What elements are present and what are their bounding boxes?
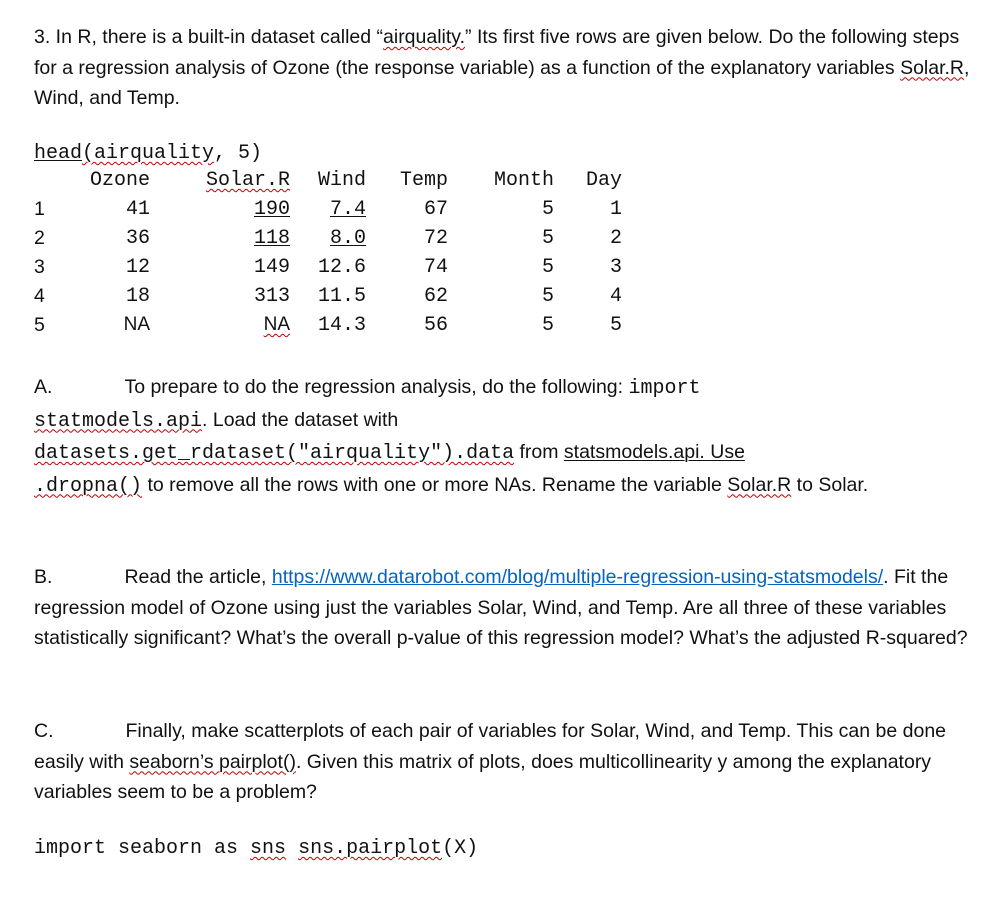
part-a-code-dataset: datasets.get_rdataset("airquality").data [34,442,515,465]
cell-temp: 56 [424,314,449,337]
part-c [34,716,984,808]
table-row [34,195,622,224]
cell-ozone: 36 [126,227,151,250]
part-b-label: B. [34,566,53,588]
cell-month: 5 [542,198,555,221]
cell-temp: 74 [424,256,449,279]
row-index: 3 [34,256,45,278]
cell-solar [150,195,290,224]
table-row [34,253,622,282]
cell-solar-text: 118 [254,227,291,250]
cell-solar [150,311,290,340]
part-a-text: To prepare to do the regression analysis, do the following: [124,376,629,398]
column-header: Ozone [90,169,151,192]
part-c-paragraph [34,716,984,808]
cell-wind: 11.5 [318,285,367,308]
cell-temp: 62 [424,285,449,308]
table-header-row [34,166,622,195]
row-index: 1 [34,198,45,220]
table-row [34,282,622,311]
cell-day: 3 [610,256,623,279]
cell-wind: 14.3 [318,314,367,337]
cell-ozone: 41 [126,198,151,221]
cell-solar-text: NA [263,314,291,335]
part-a-module-ref: statsmodels.api. Use [563,441,745,463]
part-a-text-3: from [514,441,564,463]
code-alias: sns [250,837,287,860]
part-b-paragraph [34,562,984,654]
code-import: import seaborn as [34,837,251,860]
part-c-label: C. [34,720,54,742]
part-a-label: A. [34,376,53,398]
intro-text: 3. In R, there is a built-in dataset called “ [34,26,384,48]
part-c-text-2: . Given this matrix of plots, does multicollinearity y among the explanatory variables seem to be a problem? [34,750,932,803]
cell-solar-text: 190 [254,198,291,221]
row-index: 2 [34,227,45,249]
column-header: Wind [318,169,367,192]
cell-day: 5 [610,314,623,337]
table-row [34,224,622,253]
code-args: (X) [442,837,479,860]
cell-month: 5 [542,256,555,279]
part-a-text-2: . Load the dataset with [202,408,399,431]
head-argument: (airquality [82,142,215,165]
part-a-variable: Solar.R [727,473,792,496]
cell-month: 5 [542,314,555,337]
part-a-code-dropna: .dropna() [34,474,143,498]
intro-text-2: ” Its first five rows are given below. Do the following steps for a regression analysis of Ozone (the response variable) as a function of the explanatory variables [34,26,960,79]
cell-solar [150,224,290,253]
part-a-text-5: to Solar. [791,473,869,496]
code-space [286,837,298,860]
row-index: 4 [34,285,45,307]
cell-ozone-text: NA [123,314,151,335]
column-header: Month [494,169,555,192]
head-function: head [34,142,83,165]
part-a [34,372,984,502]
part-c-function: seaborn’s pairplot() [129,750,296,773]
cell-solar: 313 [254,285,291,308]
cell-wind: 12.6 [318,256,367,279]
table-row [34,311,622,340]
part-a-text-4: to remove all the rows with one or more NAs. Rename the variable [142,473,728,496]
cell-temp: 67 [424,198,449,221]
column-header: Day [586,169,623,192]
column-header-text: Solar.R [206,169,291,192]
part-a-paragraph [34,372,984,502]
cell-ozone: 18 [126,285,151,308]
pairplot-code-line [34,837,478,860]
cell-day: 4 [610,285,623,308]
cell-temp: 72 [424,227,449,250]
head-code-line [34,139,262,168]
cell-wind [290,195,366,224]
cell-wind-text: 7.4 [330,198,367,221]
cell-wind [290,224,366,253]
intro-dataset-name: airquality. [383,26,466,48]
row-index: 5 [34,314,45,336]
cell-month: 5 [542,285,555,308]
document-page [34,22,984,860]
head-rest: , 5) [214,142,263,165]
intro-text-3: , Wind, and Temp. [34,56,970,109]
part-a-code-import: import [628,377,701,400]
cell-wind-text: 8.0 [330,227,367,250]
cell-ozone: 12 [126,256,151,279]
airquality-table [34,166,622,340]
cell-month: 5 [542,227,555,250]
column-header [150,166,290,195]
column-header: Temp [400,169,449,192]
code-pairplot: sns.pairplot [298,837,443,860]
question-intro [34,22,984,114]
part-b [34,562,984,654]
intro-variable: Solar.R [900,56,965,79]
part-b-text: Read the article, [124,566,272,588]
part-b-text-2: . Fit the regression model of Ozone using just the variables Solar, Wind, and Temp. Are all three of these variables statistically significant? What’s the overall p-value of this regression model? What’s the adjusted R-squared? [34,566,968,649]
cell-day: 2 [610,227,623,250]
cell-ozone [90,311,150,340]
article-link[interactable]: https://www.datarobot.com/blog/multiple-regression-using-statsmodels/ [271,566,884,588]
part-a-code-module: statmodels.api [34,409,203,433]
cell-solar: 149 [254,256,291,279]
part-c-text: Finally, make scatterplots of each pair of variables for Solar, Wind, and Temp. This can be done easily with [34,720,947,773]
column-header-index [34,166,90,195]
cell-day: 1 [610,198,623,221]
